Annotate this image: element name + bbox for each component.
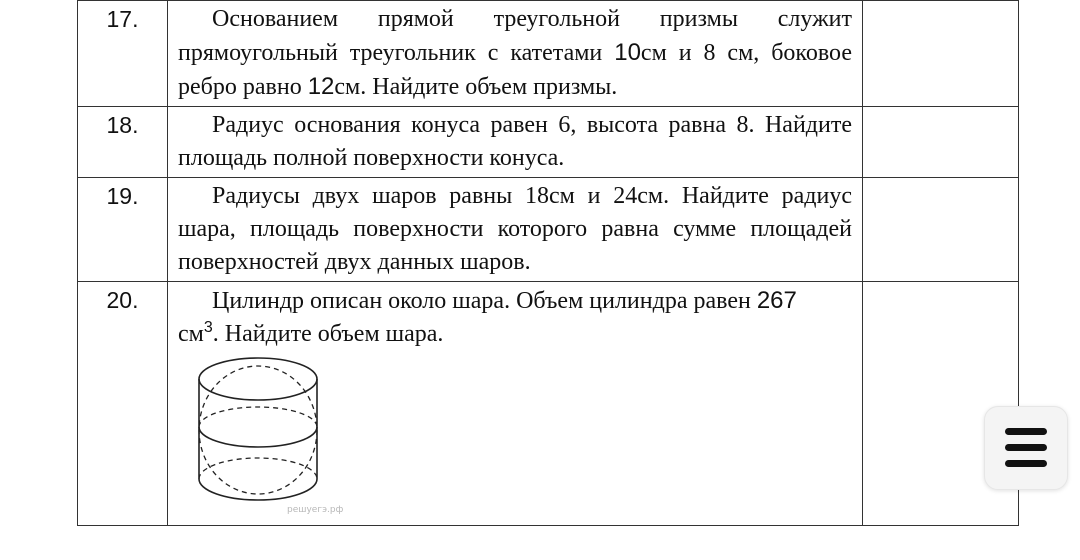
task-text-part: . Найдите объем шара. [212,321,444,347]
task-text-part: см [178,321,204,347]
task-text-cell [168,1,863,107]
task-number: 17. [106,6,139,32]
watermark: решуегэ.рф [287,505,344,515]
sphere-equator-back [199,407,317,427]
task-text-part: Радиус основания конуса равен 6, высота равна 8. Найдите площадь полной поверхности конуса. [178,112,852,171]
task-number: 20. [106,287,139,313]
task-number-cell [78,282,168,526]
cylinder-sphere-drawing [196,355,396,525]
task-text [168,1,862,106]
task-row-17 [78,1,1019,107]
task-number-value: 12 [307,73,335,100]
task-text-cell [168,282,863,526]
cylinder-top-ellipse [199,358,317,400]
task-number-cell [78,107,168,178]
task-text-part: Радиусы двух шаров равны 18см и 24см. Найдите радиус шара, площадь поверхности которого равна сумме площадей поверхностей двух данных шаров. [178,183,852,275]
task-text [168,282,862,353]
task-row-20 [78,282,1019,526]
task-text [168,107,862,177]
task-number-cell [78,178,168,282]
task-text-cell [168,178,863,282]
task-text-part: Цилиндр описан около шара. Объем цилиндра равен [212,288,757,314]
task-table [77,0,1019,526]
exponent: 3 [203,319,213,336]
answer-cell [863,1,1019,107]
task-row-18 [78,107,1019,178]
task-text-cell [168,107,863,178]
task-number-cell [78,1,168,107]
sphere-outline [199,366,317,494]
cylinder-bottom-back [199,458,317,479]
answer-cell [863,107,1019,178]
task-number: 19. [106,183,139,209]
task-text-part: Основанием прямой треугольной призмы служит прямоугольный треугольник с катетами [178,6,852,66]
answer-cell [863,178,1019,282]
task-row-19 [78,178,1019,282]
task-text-part: см. Найдите объем призмы. [334,74,618,100]
task-text [168,178,862,281]
sphere-equator-front [199,427,317,447]
cylinder-bottom-front [199,479,317,500]
task-text-part: см и 8 см, боковое ребро равно [178,40,852,100]
task-number-value: 267 [756,287,797,314]
task-number-value: 10 [614,39,641,66]
cylinder-sphere-figure [196,355,396,525]
menu-button[interactable] [984,406,1068,490]
task-table-sheet [77,0,1018,526]
task-number: 18. [106,112,139,138]
